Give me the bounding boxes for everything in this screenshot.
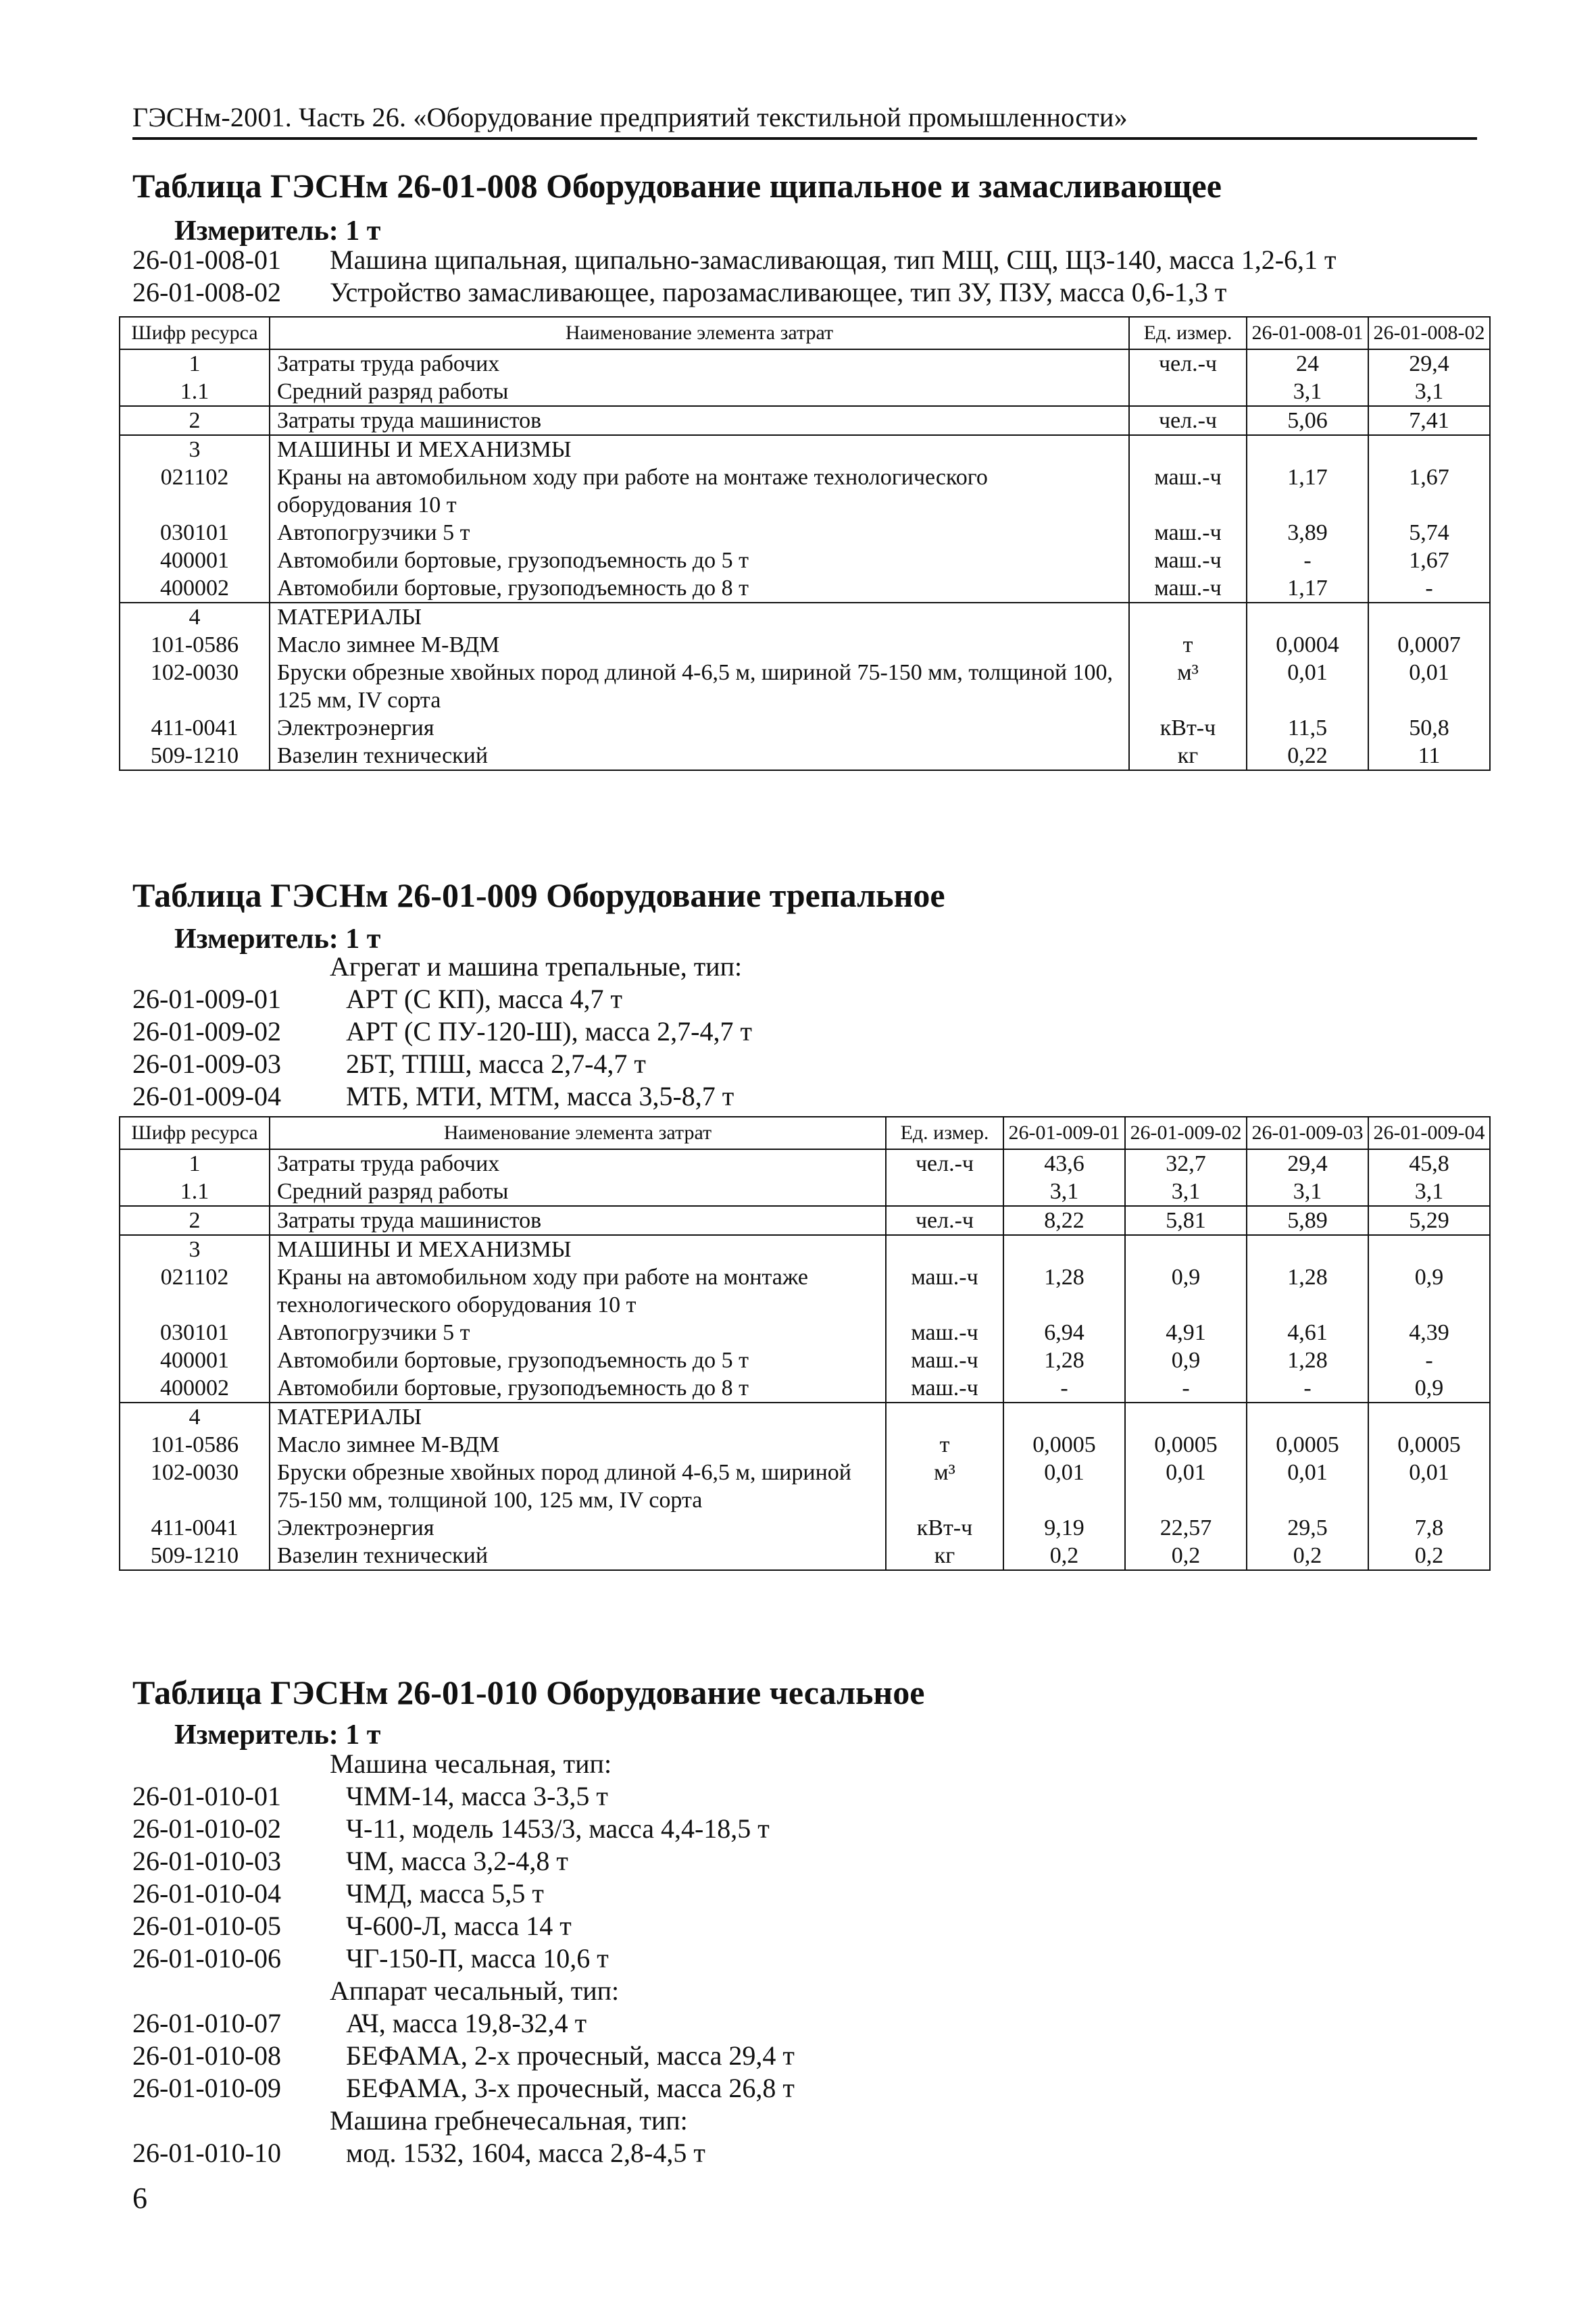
table-008 <box>119 316 1491 771</box>
cell-value: 11 <box>1368 742 1490 770</box>
code-description: Устройство замасливающее, парозамасливающее, тип ЗУ, ПЗУ, масса 0,6-1,3 т <box>330 276 1227 307</box>
cell-unit: маш.-ч <box>1129 519 1247 547</box>
cell-unit: чел.-ч <box>1129 349 1247 378</box>
cell-value <box>1368 435 1490 463</box>
code-line <box>132 1780 1477 1812</box>
cell-value <box>1368 1403 1490 1431</box>
table-row <box>120 1149 1490 1178</box>
cell-value <box>1247 1235 1368 1263</box>
cell-value: 3,1 <box>1247 378 1368 406</box>
cell-unit <box>1129 435 1247 463</box>
cell-value: 5,06 <box>1247 406 1368 435</box>
table-row <box>120 574 1490 603</box>
cell-name: Автопогрузчики 5 т <box>270 1319 886 1347</box>
code-description: БЕФАМА, 3-х прочесный, масса 26,8 т <box>346 2072 795 2103</box>
code-description: АРТ (С КП), масса 4,7 т <box>346 983 622 1014</box>
code-id: 26-01-010-10 <box>132 2137 281 2168</box>
cell-code: 400001 <box>120 547 270 574</box>
cell-name: Автомобили бортовые, грузоподъемность до 5 т <box>270 547 1129 574</box>
table-row <box>120 547 1490 574</box>
cell-unit <box>1129 378 1247 406</box>
cell-value: 24 <box>1247 349 1368 378</box>
cell-value: 1,28 <box>1003 1347 1125 1374</box>
cell-code: 030101 <box>120 1319 270 1347</box>
code-line <box>132 1909 1477 1942</box>
table-008-measure: Измеритель: 1 т <box>174 216 381 247</box>
header-code: Шифр ресурса <box>120 1117 270 1149</box>
table-row <box>120 714 1490 742</box>
cell-code: 1 <box>120 1149 270 1178</box>
cell-value: 43,6 <box>1003 1149 1125 1178</box>
cell-value <box>1003 1403 1125 1431</box>
cell-code: 509-1210 <box>120 1542 270 1570</box>
code-line <box>132 1812 1477 1844</box>
cell-code: 3 <box>120 435 270 463</box>
cell-unit <box>886 1403 1003 1431</box>
code-line <box>132 2136 1477 2169</box>
cell-code: 021102 <box>120 1263 270 1319</box>
header-column: 26-01-008-01 <box>1247 317 1368 349</box>
code-line <box>132 2071 1477 2104</box>
cell-value: 0,9 <box>1125 1263 1247 1319</box>
cell-unit: м³ <box>886 1459 1003 1514</box>
table-row <box>120 1459 1490 1514</box>
cell-unit: кг <box>886 1542 1003 1570</box>
code-id: 26-01-009-02 <box>132 1015 281 1047</box>
cell-value: 29,4 <box>1247 1149 1368 1178</box>
cell-code: 4 <box>120 603 270 631</box>
cell-code: 101-0586 <box>120 631 270 659</box>
code-description: Ч-11, модель 1453/3, масса 4,4-18,5 т <box>346 1813 770 1844</box>
cell-name: Масло зимнее М-ВДМ <box>270 1431 886 1459</box>
cell-value: 3,1 <box>1003 1178 1125 1206</box>
code-line <box>132 276 1477 308</box>
cell-value: 1,28 <box>1247 1263 1368 1319</box>
cell-value: 5,74 <box>1368 519 1490 547</box>
cell-value: 29,5 <box>1247 1514 1368 1542</box>
cell-value: 1,67 <box>1368 463 1490 519</box>
cell-unit: маш.-ч <box>1129 574 1247 603</box>
code-id: 26-01-010-07 <box>132 2007 281 2038</box>
code-description: АЧ, масса 19,8-32,4 т <box>346 2007 587 2038</box>
code-line <box>132 1047 1477 1080</box>
code-description: МТБ, МТИ, МТМ, масса 3,5-8,7 т <box>346 1080 734 1111</box>
cell-name: Вазелин технический <box>270 742 1129 770</box>
cell-value: 32,7 <box>1125 1149 1247 1178</box>
cell-name: Электроэнергия <box>270 1514 886 1542</box>
cell-code: 3 <box>120 1235 270 1263</box>
cell-value <box>1247 603 1368 631</box>
cell-value <box>1125 1235 1247 1263</box>
cell-unit: т <box>886 1431 1003 1459</box>
code-group-label: Машина гребнечесальная, тип: <box>330 2105 688 2136</box>
cell-name: Затраты труда рабочих <box>270 349 1129 378</box>
cell-name: Краны на автомобильном ходу при работе на монтаже технологического оборудования 10 т <box>270 1263 886 1319</box>
table-row <box>120 1374 1490 1403</box>
cell-value: 0,01 <box>1125 1459 1247 1514</box>
code-line <box>132 1877 1477 1909</box>
cell-value: - <box>1125 1374 1247 1403</box>
code-id: 26-01-010-04 <box>132 1878 281 1909</box>
code-id: 26-01-010-03 <box>132 1845 281 1876</box>
cell-code: 2 <box>120 406 270 435</box>
cell-unit <box>886 1178 1003 1206</box>
table-010-code-list <box>132 1747 1477 2169</box>
cell-unit: т <box>1129 631 1247 659</box>
cell-code: 400002 <box>120 1374 270 1403</box>
cell-name: МАТЕРИАЛЫ <box>270 603 1129 631</box>
cell-code: 400001 <box>120 1347 270 1374</box>
code-group-line <box>132 1747 1477 1780</box>
cell-unit: маш.-ч <box>1129 463 1247 519</box>
cell-value: 0,0005 <box>1368 1431 1490 1459</box>
cell-value: 6,94 <box>1003 1319 1125 1347</box>
table-row <box>120 1263 1490 1319</box>
code-line <box>132 1942 1477 1974</box>
cell-code: 1.1 <box>120 1178 270 1206</box>
cell-code: 1 <box>120 349 270 378</box>
code-description: БЕФАМА, 2-х прочесный, масса 29,4 т <box>346 2040 795 2071</box>
table-row <box>120 435 1490 463</box>
code-id: 26-01-008-01 <box>132 244 281 275</box>
cell-value: 0,0005 <box>1003 1431 1125 1459</box>
cell-name: Автомобили бортовые, грузоподъемность до 8 т <box>270 574 1129 603</box>
header-column: 26-01-008-02 <box>1368 317 1490 349</box>
cell-unit <box>886 1235 1003 1263</box>
cell-code: 4 <box>120 1403 270 1431</box>
table-009-code-list <box>132 950 1477 1112</box>
cell-value: 0,2 <box>1125 1542 1247 1570</box>
cell-name: Автомобили бортовые, грузоподъемность до 8 т <box>270 1374 886 1403</box>
cell-name: Краны на автомобильном ходу при работе на монтаже технологического оборудования 10 т <box>270 463 1129 519</box>
table-row <box>120 1235 1490 1263</box>
cell-name: Бруски обрезные хвойных пород длиной 4-6,5 м, шириной 75-150 мм, толщиной 100, 125 мм, IV сорта <box>270 1459 886 1514</box>
code-id: 26-01-009-01 <box>132 983 281 1014</box>
cell-value: - <box>1368 574 1490 603</box>
cell-value: - <box>1247 547 1368 574</box>
cell-code: 509-1210 <box>120 742 270 770</box>
table-row <box>120 463 1490 519</box>
code-group-label: Машина чесальная, тип: <box>330 1748 612 1779</box>
table-008-body <box>120 349 1490 770</box>
table-008-title: Таблица ГЭСНм 26-01-008 Оборудование щипальное и замасливающее <box>132 167 1222 205</box>
table-008-code-list <box>132 243 1477 308</box>
cell-value: 5,29 <box>1368 1206 1490 1235</box>
cell-value: 1,28 <box>1003 1263 1125 1319</box>
cell-code: 030101 <box>120 519 270 547</box>
cell-name: Электроэнергия <box>270 714 1129 742</box>
cell-name: Затраты труда машинистов <box>270 406 1129 435</box>
code-id: 26-01-010-02 <box>132 1813 281 1844</box>
cell-value: 22,57 <box>1125 1514 1247 1542</box>
cell-value: 0,0005 <box>1125 1431 1247 1459</box>
cell-value: 50,8 <box>1368 714 1490 742</box>
table-row <box>120 1514 1490 1542</box>
code-description: ЧМ, масса 3,2-4,8 т <box>346 1845 568 1876</box>
code-line <box>132 1080 1477 1112</box>
cell-value: 0,2 <box>1368 1542 1490 1570</box>
cell-value: 1,28 <box>1247 1347 1368 1374</box>
cell-value: 9,19 <box>1003 1514 1125 1542</box>
cell-value: 4,91 <box>1125 1319 1247 1347</box>
cell-value: 3,89 <box>1247 519 1368 547</box>
cell-value: 5,89 <box>1247 1206 1368 1235</box>
cell-unit <box>1129 603 1247 631</box>
cell-value: - <box>1368 1347 1490 1374</box>
cell-value: 0,2 <box>1003 1542 1125 1570</box>
code-line <box>132 243 1477 276</box>
cell-name: Средний разряд работы <box>270 1178 886 1206</box>
cell-value <box>1003 1235 1125 1263</box>
table-row <box>120 1347 1490 1374</box>
code-description: АРТ (С ПУ-120-Ш), масса 2,7-4,7 т <box>346 1015 752 1047</box>
code-line <box>132 1844 1477 1877</box>
cell-value: 0,9 <box>1368 1374 1490 1403</box>
table-row <box>120 1431 1490 1459</box>
header-column: 26-01-009-04 <box>1368 1117 1490 1149</box>
table-row <box>120 406 1490 435</box>
cell-value: 29,4 <box>1368 349 1490 378</box>
cell-code: 411-0041 <box>120 714 270 742</box>
cell-name: Бруски обрезные хвойных пород длиной 4-6,5 м, шириной 75-150 мм, толщиной 100, 125 мм, IV сорта <box>270 659 1129 714</box>
cell-name: МАТЕРИАЛЫ <box>270 1403 886 1431</box>
code-description: ЧМД, масса 5,5 т <box>346 1878 544 1909</box>
cell-value: 0,22 <box>1247 742 1368 770</box>
cell-code: 400002 <box>120 574 270 603</box>
table-row <box>120 742 1490 770</box>
cell-code: 102-0030 <box>120 659 270 714</box>
cell-unit: маш.-ч <box>1129 547 1247 574</box>
cell-value: 0,01 <box>1368 659 1490 714</box>
code-group-line <box>132 2104 1477 2136</box>
code-line <box>132 1015 1477 1047</box>
cell-code: 102-0030 <box>120 1459 270 1514</box>
cell-value: 0,0007 <box>1368 631 1490 659</box>
cell-value: 5,81 <box>1125 1206 1247 1235</box>
cell-value: 11,5 <box>1247 714 1368 742</box>
code-description: ЧГ-150-П, масса 10,6 т <box>346 1942 609 1973</box>
cell-name: Затраты труда машинистов <box>270 1206 886 1235</box>
table-009-title: Таблица ГЭСНм 26-01-009 Оборудование трепальное <box>132 876 945 914</box>
table-row <box>120 659 1490 714</box>
cell-value <box>1247 435 1368 463</box>
cell-value: 0,0005 <box>1247 1431 1368 1459</box>
table-row <box>120 1178 1490 1206</box>
table-row <box>120 631 1490 659</box>
running-head: ГЭСНм-2001. Часть 26. «Оборудование предприятий текстильной промышленности» <box>132 101 1477 140</box>
cell-unit: кг <box>1129 742 1247 770</box>
table-row <box>120 1319 1490 1347</box>
cell-value: 3,1 <box>1368 378 1490 406</box>
cell-code: 411-0041 <box>120 1514 270 1542</box>
cell-code: 021102 <box>120 463 270 519</box>
table-header-row <box>120 317 1490 349</box>
code-description: 2БТ, ТПШ, масса 2,7-4,7 т <box>346 1048 646 1079</box>
cell-name: Масло зимнее М-ВДМ <box>270 631 1129 659</box>
cell-unit: маш.-ч <box>886 1374 1003 1403</box>
cell-unit: маш.-ч <box>886 1347 1003 1374</box>
header-code: Шифр ресурса <box>120 317 270 349</box>
table-010-measure: Измеритель: 1 т <box>174 1719 381 1751</box>
code-group-line <box>132 1974 1477 2007</box>
cell-value <box>1125 1403 1247 1431</box>
cell-value <box>1368 603 1490 631</box>
cell-code: 2 <box>120 1206 270 1235</box>
header-name: Наименование элемента затрат <box>270 317 1129 349</box>
header-column: 26-01-009-03 <box>1247 1117 1368 1149</box>
cell-value: 1,17 <box>1247 574 1368 603</box>
cell-name: Автомобили бортовые, грузоподъемность до 5 т <box>270 1347 886 1374</box>
cell-value: 0,01 <box>1003 1459 1125 1514</box>
cell-unit: чел.-ч <box>886 1206 1003 1235</box>
header-unit: Ед. измер. <box>886 1117 1003 1149</box>
cell-value: 0,0004 <box>1247 631 1368 659</box>
header-column: 26-01-009-01 <box>1003 1117 1125 1149</box>
cell-value: 0,9 <box>1125 1347 1247 1374</box>
code-group-label: Аппарат чесальный, тип: <box>330 1975 620 2006</box>
code-description: Ч-600-Л, масса 14 т <box>346 1910 572 1941</box>
table-row <box>120 378 1490 406</box>
cell-value: 0,2 <box>1247 1542 1368 1570</box>
cell-name: Средний разряд работы <box>270 378 1129 406</box>
table-009-body <box>120 1149 1490 1570</box>
table-row <box>120 349 1490 378</box>
table-009 <box>119 1116 1491 1571</box>
cell-value: - <box>1003 1374 1125 1403</box>
header-name: Наименование элемента затрат <box>270 1117 886 1149</box>
cell-value: 1,67 <box>1368 547 1490 574</box>
cell-unit: кВт-ч <box>886 1514 1003 1542</box>
header-column: 26-01-009-02 <box>1125 1117 1247 1149</box>
cell-value: 4,61 <box>1247 1319 1368 1347</box>
cell-name: Затраты труда рабочих <box>270 1149 886 1178</box>
cell-value: - <box>1247 1374 1368 1403</box>
code-line <box>132 2039 1477 2071</box>
code-id: 26-01-009-03 <box>132 1048 281 1079</box>
cell-value: 7,41 <box>1368 406 1490 435</box>
cell-name: МАШИНЫ И МЕХАНИЗМЫ <box>270 435 1129 463</box>
cell-value: 4,39 <box>1368 1319 1490 1347</box>
cell-value: 3,1 <box>1368 1178 1490 1206</box>
cell-unit: кВт-ч <box>1129 714 1247 742</box>
cell-unit: чел.-ч <box>886 1149 1003 1178</box>
code-id: 26-01-010-01 <box>132 1780 281 1811</box>
code-description: Машина щипальная, щипально-замасливающая, тип МЩ, СЩ, ЩЗ-140, масса 1,2-6,1 т <box>330 244 1337 275</box>
code-description: мод. 1532, 1604, масса 2,8-4,5 т <box>346 2137 705 2168</box>
code-id: 26-01-010-06 <box>132 1942 281 1973</box>
cell-unit: м³ <box>1129 659 1247 714</box>
code-line <box>132 2007 1477 2039</box>
code-id: 26-01-010-05 <box>132 1910 281 1941</box>
page-number: 6 <box>132 2182 147 2215</box>
cell-code: 101-0586 <box>120 1431 270 1459</box>
cell-name: МАШИНЫ И МЕХАНИЗМЫ <box>270 1235 886 1263</box>
header-unit: Ед. измер. <box>1129 317 1247 349</box>
code-group-line <box>132 950 1477 982</box>
code-group-label: Агрегат и машина трепальные, тип: <box>330 951 743 982</box>
table-010-title: Таблица ГЭСНм 26-01-010 Оборудование чесальное <box>132 1674 925 1711</box>
cell-unit: чел.-ч <box>1129 406 1247 435</box>
cell-unit: маш.-ч <box>886 1319 1003 1347</box>
cell-value: 7,8 <box>1368 1514 1490 1542</box>
code-id: 26-01-008-02 <box>132 276 281 307</box>
cell-value: 3,1 <box>1247 1178 1368 1206</box>
code-line <box>132 982 1477 1015</box>
cell-value: 0,01 <box>1247 659 1368 714</box>
code-description: ЧММ-14, масса 3-3,5 т <box>346 1780 608 1811</box>
table-row <box>120 1206 1490 1235</box>
cell-unit: маш.-ч <box>886 1263 1003 1319</box>
table-row <box>120 1542 1490 1570</box>
code-id: 26-01-010-08 <box>132 2040 281 2071</box>
cell-name: Вазелин технический <box>270 1542 886 1570</box>
cell-value <box>1368 1235 1490 1263</box>
cell-value <box>1247 1403 1368 1431</box>
cell-value: 3,1 <box>1125 1178 1247 1206</box>
table-row <box>120 519 1490 547</box>
table-009-measure: Измеритель: 1 т <box>174 924 381 955</box>
cell-value: 0,9 <box>1368 1263 1490 1319</box>
cell-value: 0,01 <box>1247 1459 1368 1514</box>
table-header-row <box>120 1117 1490 1149</box>
cell-value: 1,17 <box>1247 463 1368 519</box>
cell-value: 0,01 <box>1368 1459 1490 1514</box>
code-id: 26-01-009-04 <box>132 1080 281 1111</box>
cell-value: 45,8 <box>1368 1149 1490 1178</box>
cell-code: 1.1 <box>120 378 270 406</box>
cell-name: Автопогрузчики 5 т <box>270 519 1129 547</box>
table-row <box>120 603 1490 631</box>
cell-value: 8,22 <box>1003 1206 1125 1235</box>
code-id: 26-01-010-09 <box>132 2072 281 2103</box>
table-row <box>120 1403 1490 1431</box>
